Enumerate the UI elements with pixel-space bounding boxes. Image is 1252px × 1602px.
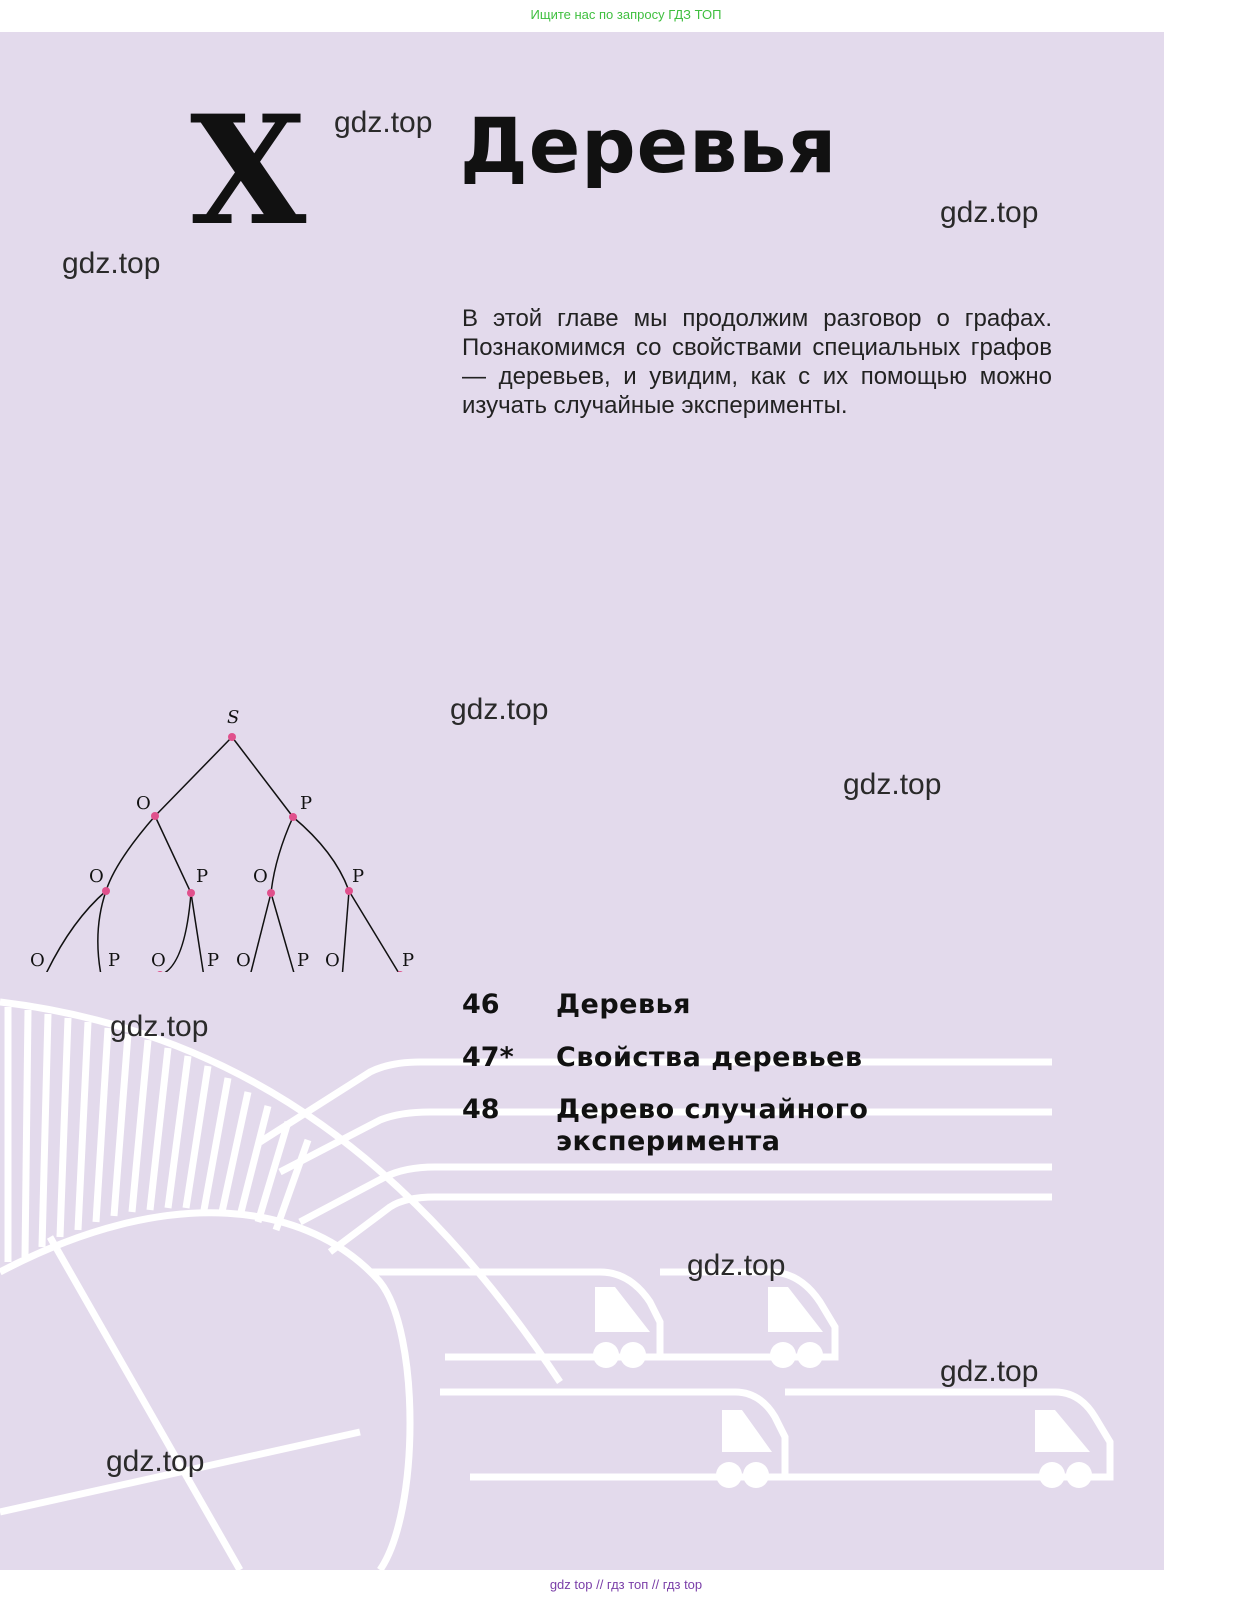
- watermark: gdz.top: [940, 196, 1039, 229]
- watermark: gdz.top: [843, 768, 942, 801]
- toc-number: 47*: [462, 1042, 514, 1073]
- watermark: gdz.top: [62, 247, 161, 280]
- tree-label: О: [151, 950, 166, 971]
- toc-title: Деревья: [556, 989, 691, 1020]
- toc-title: Дерево случайного эксперимента: [556, 1094, 869, 1157]
- toc-number: 46: [462, 989, 500, 1020]
- watermark: gdz.top: [940, 1355, 1039, 1388]
- watermark: gdz.top: [110, 1010, 209, 1043]
- toc-number: 48: [462, 1094, 500, 1125]
- watermark: gdz.top: [106, 1445, 205, 1478]
- tree-label-root: S: [227, 707, 240, 728]
- toc-title: Свойства деревьев: [556, 1042, 863, 1073]
- tree-label: О: [325, 950, 340, 971]
- tree-label: Р: [402, 950, 415, 971]
- tree-label: О: [253, 866, 268, 887]
- tree-label: Р: [297, 950, 310, 971]
- tree-label: О: [30, 950, 45, 971]
- tree-label: О: [136, 793, 151, 814]
- header-note: Ищите нас по запросу ГДЗ ТОП: [530, 7, 722, 22]
- watermark: gdz.top: [334, 106, 433, 139]
- probability-tree: [0, 672, 440, 972]
- tree-label: Р: [108, 950, 121, 971]
- watermark: gdz.top: [450, 693, 549, 726]
- chapter-number: X: [190, 83, 307, 259]
- tree-label: О: [236, 950, 251, 971]
- watermark: gdz.top: [687, 1249, 786, 1282]
- tree-label: Р: [207, 950, 220, 971]
- tree-label: О: [89, 866, 104, 887]
- tree-label: Р: [352, 866, 365, 887]
- chapter-page: [0, 32, 1164, 1570]
- tree-label: Р: [300, 793, 313, 814]
- footer-note: gdz top // гдз топ // гдз top: [549, 1577, 703, 1592]
- chapter-title: Деревья: [460, 101, 838, 190]
- tree-label: Р: [196, 866, 209, 887]
- chapter-intro: В этой главе мы продолжим разговор о графах. Познакомимся со свойствами специальных графов — деревьев, и увидим, как с их помощью можно изучать случайные эксперименты.: [462, 305, 1052, 419]
